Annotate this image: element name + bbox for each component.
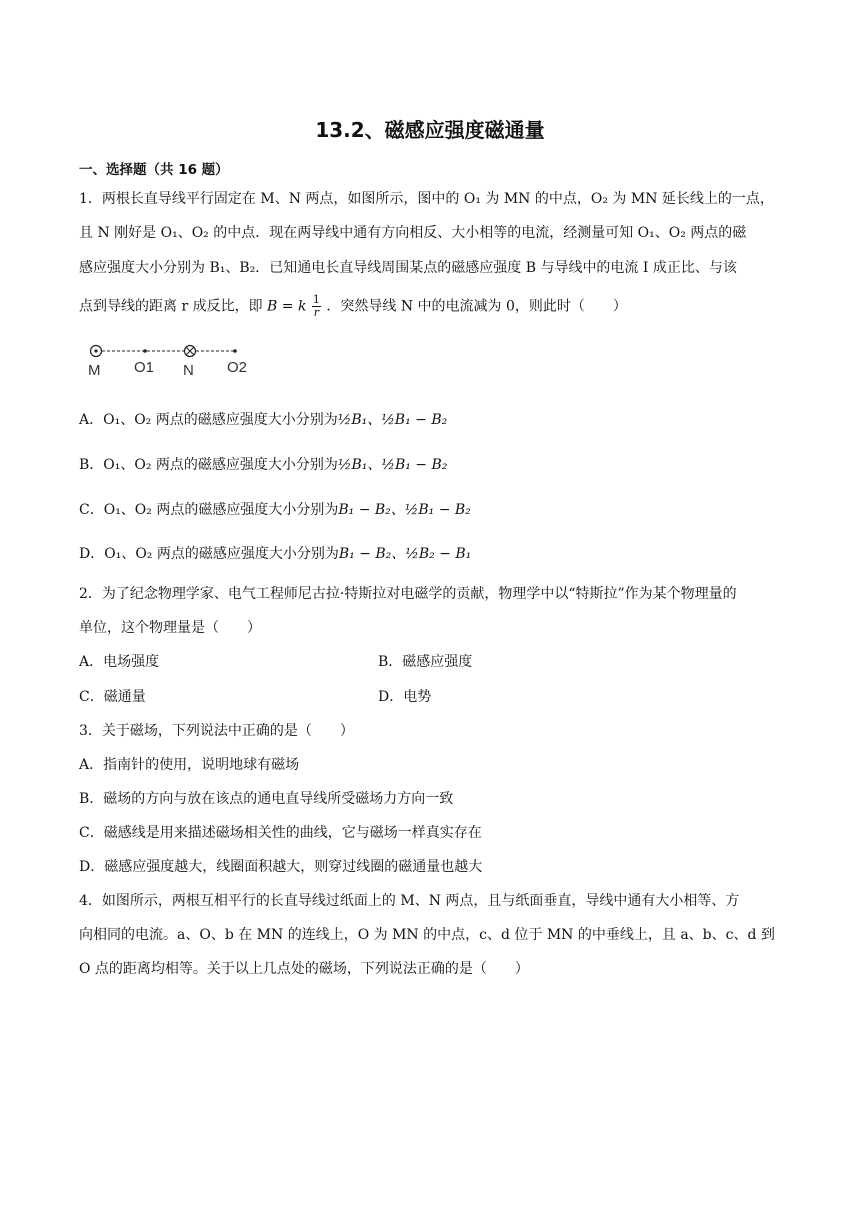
q1-line-4-text: 点到导线的距离 r 成反比，即 <box>79 298 263 315</box>
q1-option-d-text: D．O₁、O₂ 两点的磁感应强度大小分别为 <box>79 546 339 562</box>
q1-option-b-expr: ½B₁、½B₁ − B₂ <box>337 457 448 473</box>
q3-option-a[interactable]: A．指南针的使用，说明地球有磁场 <box>79 757 300 773</box>
label-o1: O1 <box>134 359 155 376</box>
q3-line-1: 3．关于磁场，下列说法中正确的是（ ） <box>79 723 354 739</box>
label-o2: O2 <box>227 359 248 376</box>
formula-equals: = <box>281 298 294 315</box>
page-title: 13.2、磁感应强度磁通量 <box>315 118 545 142</box>
q2-line-2: 单位，这个物理量是（ ） <box>79 620 261 636</box>
q1-option-a[interactable] <box>79 411 447 429</box>
q2-option-a[interactable]: A．电场强度 <box>79 654 160 670</box>
q1-line-2: 且 N 刚好是 O₁、O₂ 的中点．现在两导线中通有方向相反、大小相等的电流，经测量可知 O₁、O₂ 两点的磁 <box>79 225 747 241</box>
q1-line-4 <box>79 294 627 319</box>
label-n: N <box>183 362 194 379</box>
formula-fraction <box>312 294 321 319</box>
formula-b: B <box>267 298 278 315</box>
q1-option-c-expr: B₁ − B₂、½B₁ − B₂ <box>338 502 471 518</box>
wire-n-in-icon <box>185 346 196 357</box>
q1-option-c[interactable] <box>79 501 471 519</box>
q1-option-a-text: A．O₁、O₂ 两点的磁感应强度大小分别为 <box>79 412 338 428</box>
q2-line-1: 2．为了纪念物理学家、电气工程师尼古拉·特斯拉对电磁学的贡献，物理学中以“特斯拉”作为某个物理量的 <box>79 586 737 602</box>
q1-option-b-text: B．O₁、O₂ 两点的磁感应强度大小分别为 <box>79 457 338 473</box>
q1-option-b[interactable] <box>79 456 447 474</box>
formula-k: k <box>297 298 307 315</box>
q2-option-c[interactable]: C．磁通量 <box>79 689 146 705</box>
q3-option-d[interactable]: D．磁感应强度越大，线圈面积越大，则穿过线圈的磁通量也越大 <box>79 859 483 875</box>
q1-line-1: 1．两根长直导线平行固定在 M、N 两点，如图所示，图中的 O₁ 为 MN 的中点，O₂ 为 MN 延长线上的一点， <box>79 191 774 207</box>
q1-line-4-tail: ．突然导线 N 中的电流减为 0，则此时（ ） <box>326 298 627 315</box>
q3-option-b[interactable]: B．磁场的方向与放在该点的通电直导线所受磁场力方向一致 <box>79 791 454 807</box>
q2-option-b[interactable]: B．磁感应强度 <box>378 654 473 670</box>
formula-denominator: r <box>313 306 320 319</box>
point-o1 <box>143 349 147 353</box>
q4-line-2: 向相同的电流。a、O、b 在 MN 的连线上，O 为 MN 的中点，c、d 位于 MN 的中垂线上，且 a、b、c、d 到 <box>79 927 775 943</box>
q4-line-1: 4．如图所示，两根互相平行的长直导线过纸面上的 M、N 两点，且与纸面垂直，导线中通有大小相等、方 <box>79 893 740 909</box>
q1-option-a-expr: ½B₁、½B₁ − B₂ <box>337 412 448 428</box>
q1-option-d[interactable] <box>79 545 471 563</box>
q1-option-d-expr: B₁ − B₂、½B₂ − B₁ <box>338 546 472 562</box>
wire-m-out-icon <box>91 346 102 357</box>
q3-option-c[interactable]: C．磁感线是用来描述磁场相关性的曲线，它与磁场一样真实存在 <box>79 825 482 841</box>
q4-line-3: O 点的距离均相等。关于以上几点处的磁场，下列说法正确的是（ ） <box>79 961 529 977</box>
q1-option-c-text: C．O₁、O₂ 两点的磁感应强度大小分别为 <box>79 502 339 518</box>
wires-figure <box>82 341 252 381</box>
q1-line-3: 感应强度大小分别为 B₁、B₂．已知通电长直导线周围某点的磁感应强度 B 与导线中的电流 I 成正比、与该 <box>79 260 737 276</box>
label-m: M <box>88 362 101 379</box>
q2-option-d[interactable]: D．电势 <box>378 689 432 705</box>
point-o2 <box>233 349 237 353</box>
formula-numerator: 1 <box>312 293 320 306</box>
section-heading: 一、选择题（共 16 题） <box>79 162 229 178</box>
